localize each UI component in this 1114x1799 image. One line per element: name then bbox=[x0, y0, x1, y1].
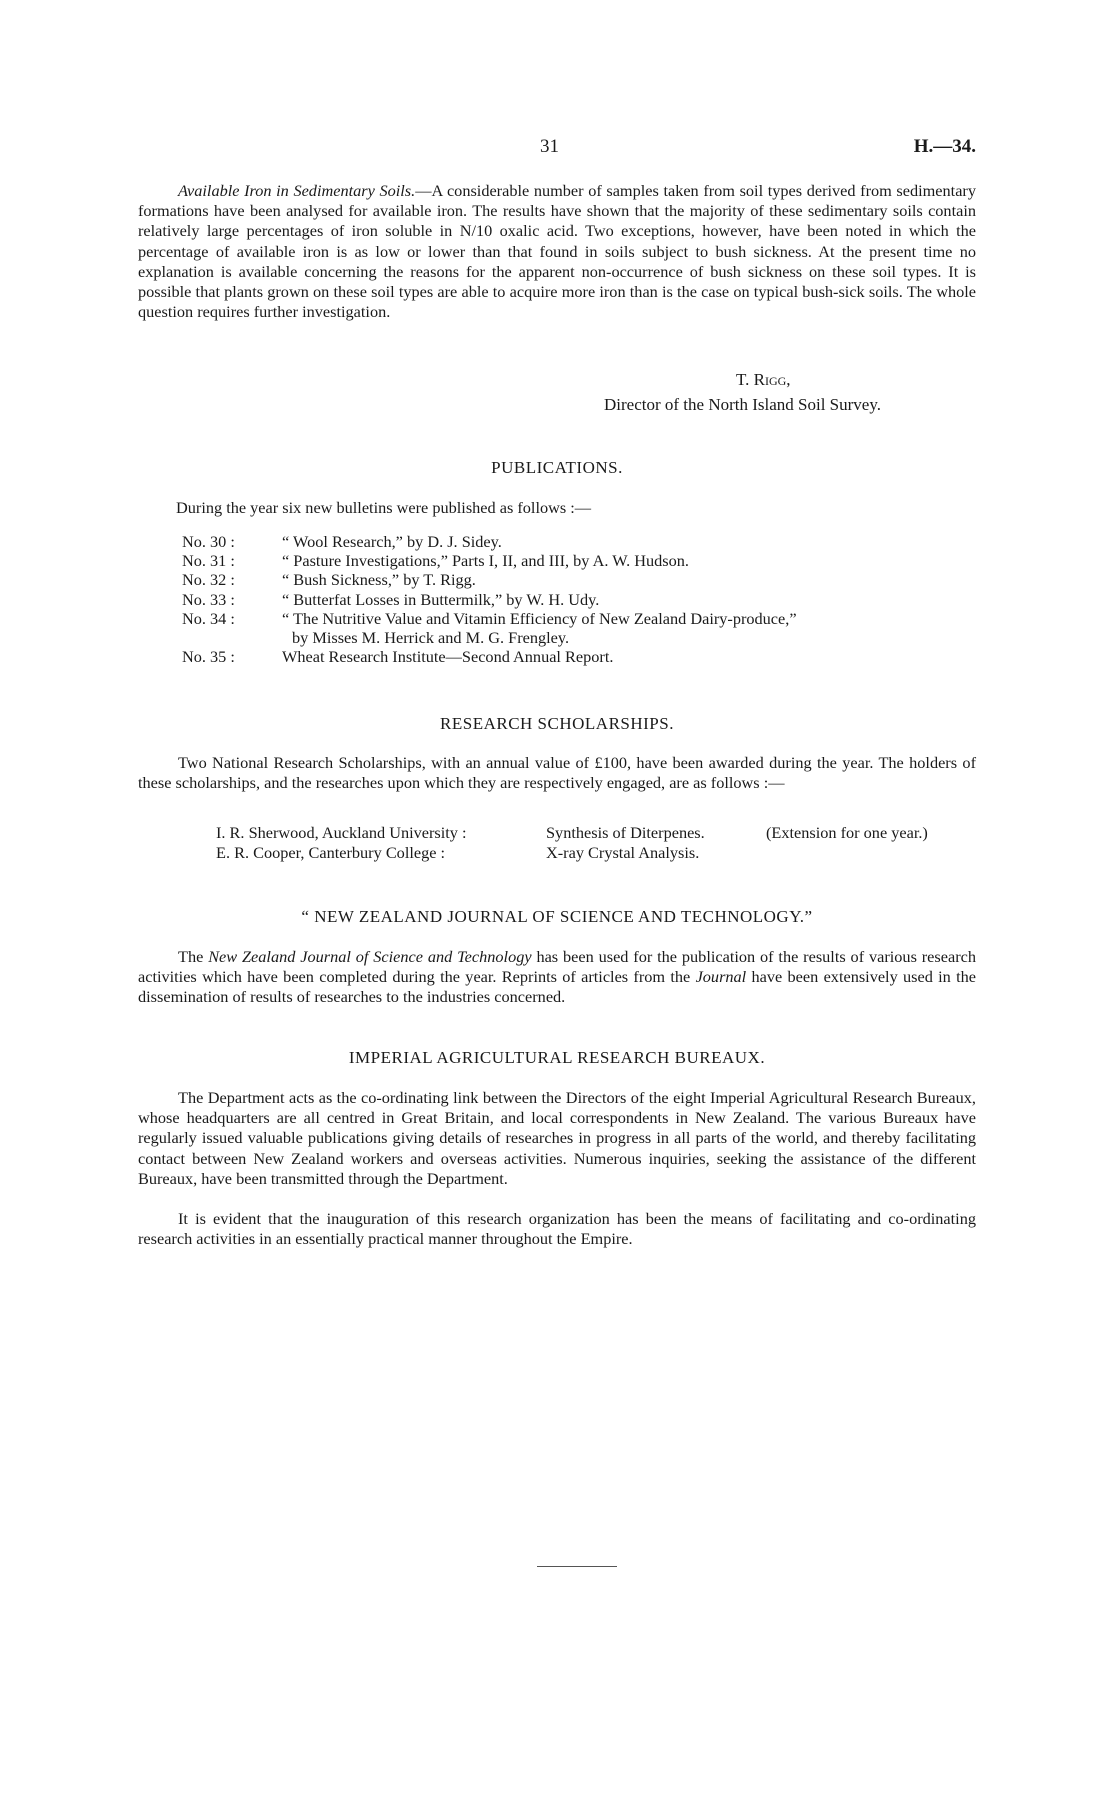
publications-intro: During the year six new bulletins were published as follows :— bbox=[176, 498, 592, 517]
journal-title: New Zealand Journal of Science and Technology bbox=[208, 947, 532, 966]
publication-number: No. 35 : bbox=[182, 647, 235, 667]
scholarship-item bbox=[216, 843, 928, 863]
available-iron-paragraph bbox=[138, 181, 976, 322]
scholar-note: (Extension for one year.) bbox=[766, 823, 928, 842]
publication-title: “ Bush Sickness,” by T. Rigg. bbox=[282, 570, 476, 590]
scholarships-intro: Two National Research Scholarships, with an annual value of £100, have been awarded during the year. The holders of these scholarships, and the researches upon which they are respectively engaged, are as follows :— bbox=[138, 753, 976, 793]
publication-item bbox=[182, 570, 797, 589]
available-iron-lead-in: Available Iron in Sedimentary Soils. bbox=[178, 181, 416, 200]
publication-item bbox=[182, 647, 797, 666]
publication-number: No. 32 : bbox=[182, 570, 235, 590]
publication-number: No. 33 : bbox=[182, 589, 235, 609]
publication-title: by Misses M. Herrick and M. G. Frengley. bbox=[292, 628, 570, 648]
publications-list bbox=[182, 532, 797, 666]
journal-short-title: Journal bbox=[695, 967, 747, 987]
publications-heading: PUBLICATIONS. bbox=[491, 458, 623, 477]
scholarships-heading: RESEARCH SCHOLARSHIPS. bbox=[440, 714, 674, 733]
bureaux-paragraph-2: It is evident that the inauguration of this research organization has been the means of facilitating and co-ordinating research activities in an essentially practical manner throughout the Empire. bbox=[138, 1209, 976, 1249]
scholar-subject: X-ray Crystal Analysis. bbox=[546, 842, 700, 862]
signature-name: T. Rigg, bbox=[736, 370, 791, 389]
journal-heading: “ NEW ZEALAND JOURNAL OF SCIENCE AND TECHNOLOGY.” bbox=[301, 907, 813, 926]
publication-item bbox=[182, 590, 797, 609]
publication-number bbox=[182, 628, 282, 647]
scholar-name: I. R. Sherwood, Auckland University : bbox=[216, 823, 467, 842]
document-reference: H.—34. bbox=[913, 136, 976, 157]
publication-title: Wheat Research Institute—Second Annual Report. bbox=[282, 647, 614, 667]
scholarships-list bbox=[216, 823, 928, 862]
publication-item-continued bbox=[182, 628, 797, 647]
journal-paragraph: The New Zealand Journal of Science and Technology has been used for the publication of the results of various research activities which have been completed during the year. Reprints of articles from the Journal have been extensively used in the dissemination of results of researches to the industries concerned. bbox=[138, 947, 977, 1007]
publication-number: No. 30 : bbox=[182, 532, 235, 551]
publication-number: No. 34 : bbox=[182, 608, 235, 628]
available-iron-text: —A considerable number of samples taken from soil types derived from sedimentary formations have been analysed for available iron. The results have shown that the majority of these sedimentary soils contain relatively large percentages of iron soluble in N/10 oxalic acid. Two exceptions, however, have been noted in which the percentage of available iron is as low or lower than that found in soils subject to bush sickness. At the present time no explanation is available concerning the reasons for the apparent non-occurrence of bush sickness on these soil types. It is possible that plants grown on these soil types are able to acquire more iron than is the case on typical bush-sick soils. The whole question requires further investigation. bbox=[138, 181, 976, 322]
bureaux-paragraph-1: The Department acts as the co-ordinating link between the Directors of the eight Imperial Agricultural Research Bureaux, whose headquarters are all centred in Great Britain, and local correspondents in New Zealand. The various Bureaux have regularly issued valuable publications giving details of researches in progress in all parts of the world, and thereby facilitating contact between New Zealand workers and overseas activities. Numerous inquiries, seeking the assistance of the different Bureaux, have been transmitted through the Department. bbox=[138, 1088, 976, 1188]
publication-title: “ The Nutritive Value and Vitamin Efficiency of New Zealand Dairy-produce,” bbox=[282, 608, 797, 628]
publication-title: “ Wool Research,” by D. J. Sidey. bbox=[282, 532, 502, 551]
scholar-subject: Synthesis of Diterpenes. bbox=[546, 823, 705, 842]
closing-rule bbox=[537, 1566, 617, 1567]
publication-item bbox=[182, 532, 797, 551]
publication-title: “ Butterfat Losses in Buttermilk,” by W. H. Udy. bbox=[282, 589, 600, 609]
publication-title: “ Pasture Investigations,” Parts I, II, and III, by A. W. Hudson. bbox=[282, 551, 689, 571]
publication-item bbox=[182, 609, 797, 628]
page-number: 31 bbox=[540, 136, 559, 157]
publication-item bbox=[182, 551, 797, 570]
publication-number: No. 31 : bbox=[182, 551, 235, 571]
scholarship-item bbox=[216, 823, 928, 843]
signature-title: Director of the North Island Soil Survey. bbox=[604, 395, 881, 414]
scholar-name: E. R. Cooper, Canterbury College : bbox=[216, 842, 446, 862]
bureaux-heading: IMPERIAL AGRICULTURAL RESEARCH BUREAUX. bbox=[348, 1048, 766, 1067]
